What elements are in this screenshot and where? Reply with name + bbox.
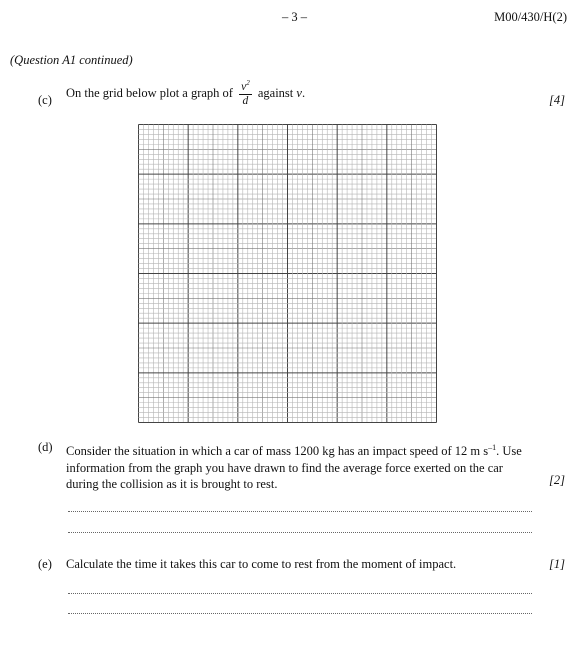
- v-squared-over-d-fraction: [239, 80, 252, 108]
- part-d-line-3: during the collision as it is brought to rest.: [66, 477, 278, 492]
- part-d-text: [66, 440, 536, 493]
- part-c-label: (c): [38, 93, 52, 107]
- part-c-period: .: [301, 85, 306, 100]
- part-d-label: (d): [38, 440, 53, 454]
- part-c-text-after: against: [257, 85, 294, 100]
- fraction-denominator: d: [242, 95, 249, 108]
- part-d-line-1: Consider the situation in which a car of mass 1200 kg has an impact speed of 12 m $s^{-1}$. Use: [66, 443, 522, 459]
- answer-line-e-1[interactable]: [68, 592, 532, 594]
- answer-line-d-1[interactable]: [68, 510, 532, 512]
- part-d-line-2: information from the graph you have drawn to find the average force exerted on the car: [66, 460, 503, 475]
- fraction-numerator-exponent: 2: [246, 79, 250, 87]
- part-c-text-before: On the grid below plot a graph of: [66, 85, 233, 100]
- part-c-marks: [4]: [549, 93, 565, 107]
- answer-line-d-2[interactable]: [68, 531, 532, 533]
- part-d-marks: [2]: [549, 473, 565, 487]
- question-continued-note: (Question A1 continued): [10, 53, 133, 67]
- answer-line-e-2[interactable]: [68, 612, 532, 614]
- part-c-instruction: [66, 80, 305, 108]
- graph-paper-grid[interactable]: [138, 124, 437, 423]
- part-e-text: Calculate the time it takes this car to come to rest from the moment of impact.: [66, 557, 457, 571]
- paper-code: M00/430/H(2): [494, 10, 567, 24]
- fraction-numerator: v: [241, 80, 247, 93]
- part-e-label: (e): [38, 557, 52, 571]
- part-e-marks: [1]: [549, 557, 565, 571]
- page-number: – 3 –: [282, 10, 307, 24]
- part-c-variable: v: [296, 85, 302, 100]
